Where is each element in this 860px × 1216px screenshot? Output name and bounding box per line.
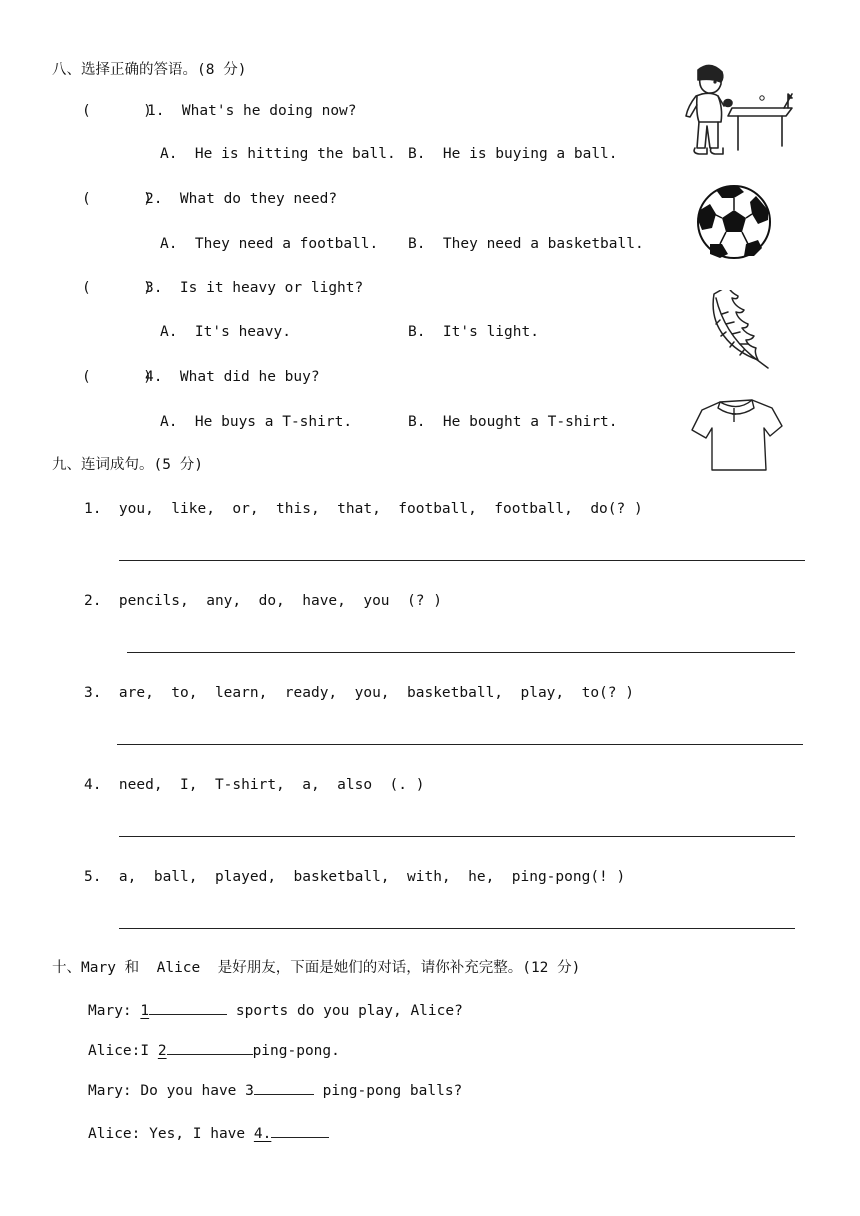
q1-answer-paren[interactable]: ( ) bbox=[82, 103, 152, 119]
dialogue-line-3-post: ping-pong balls? bbox=[313, 1083, 463, 1099]
item5-answer-line[interactable] bbox=[119, 928, 795, 929]
dialogue-line-2 bbox=[88, 1040, 340, 1061]
feather-icon bbox=[704, 290, 774, 370]
q4-option-a[interactable]: A. He buys a T-shirt. bbox=[160, 414, 353, 430]
blank-2[interactable] bbox=[167, 1040, 253, 1055]
section8-title: 八、选择正确的答语。(8 分) bbox=[52, 62, 247, 78]
blank-1-number: 1 bbox=[140, 1003, 150, 1019]
dialogue-line-1-pre: Mary: bbox=[88, 1003, 141, 1019]
q1-stem: 1. What's he doing now? bbox=[147, 103, 357, 119]
section10-title: 十、Mary 和 Alice 是好朋友，下面是她们的对话，请你补充完整。(12 分) bbox=[52, 960, 581, 976]
t-shirt-icon bbox=[690, 396, 784, 474]
q3-answer-paren[interactable]: ( ) bbox=[82, 280, 152, 296]
q2-option-b[interactable]: B. They need a basketball. bbox=[408, 236, 644, 252]
dialogue-line-2-post: ping-pong. bbox=[252, 1043, 340, 1059]
item4-answer-line[interactable] bbox=[119, 836, 795, 837]
q2-answer-paren[interactable]: ( ) bbox=[82, 191, 152, 207]
q3-stem: 3. Is it heavy or light? bbox=[145, 280, 364, 296]
dialogue-line-3 bbox=[88, 1080, 462, 1101]
item4-words: 4. need, I, T-shirt, a, also (. ) bbox=[84, 777, 425, 793]
item2-words: 2. pencils, any, do, have, you (? ) bbox=[84, 593, 442, 609]
football-icon bbox=[696, 184, 772, 260]
item1-words: 1. you, like, or, this, that, football, football, do(? ) bbox=[84, 501, 643, 517]
item3-answer-line[interactable] bbox=[117, 744, 803, 745]
blank-4-number: 4. bbox=[253, 1126, 272, 1142]
dialogue-line-1 bbox=[88, 1000, 463, 1021]
dialogue-line-4 bbox=[88, 1123, 329, 1144]
dialogue-line-1-post: sports do you play, Alice? bbox=[227, 1003, 463, 1019]
q2-stem: 2. What do they need? bbox=[145, 191, 338, 207]
blank-2-number: 2 bbox=[157, 1043, 167, 1059]
item2-answer-line[interactable] bbox=[127, 652, 795, 653]
q3-option-b[interactable]: B. It's light. bbox=[408, 324, 539, 340]
q2-option-a[interactable]: A. They need a football. bbox=[160, 236, 379, 252]
item3-words: 3. are, to, learn, ready, you, basketball, play, to(? ) bbox=[84, 685, 634, 701]
boy-playing-ping-pong-icon bbox=[676, 58, 800, 158]
item1-answer-line[interactable] bbox=[119, 560, 805, 561]
q4-stem: 4. What did he buy? bbox=[145, 369, 320, 385]
blank-3[interactable] bbox=[254, 1080, 314, 1095]
section9-title: 九、连词成句。(5 分) bbox=[52, 457, 203, 473]
q3-option-a[interactable]: A. It's heavy. bbox=[160, 324, 291, 340]
q4-answer-paren[interactable]: ( ) bbox=[82, 369, 152, 385]
blank-4[interactable] bbox=[271, 1123, 329, 1138]
q1-option-b[interactable]: B. He is buying a ball. bbox=[408, 146, 618, 162]
item5-words: 5. a, ball, played, basketball, with, he, ping-pong(! ) bbox=[84, 869, 626, 885]
blank-1[interactable] bbox=[149, 1000, 227, 1015]
dialogue-line-4-pre: Alice: Yes, I have bbox=[88, 1126, 254, 1142]
q1-option-a[interactable]: A. He is hitting the ball. bbox=[160, 146, 396, 162]
dialogue-line-3-pre: Mary: Do you have 3 bbox=[88, 1083, 254, 1099]
dialogue-line-2-pre: Alice:I bbox=[88, 1043, 158, 1059]
q4-option-b[interactable]: B. He bought a T-shirt. bbox=[408, 414, 618, 430]
